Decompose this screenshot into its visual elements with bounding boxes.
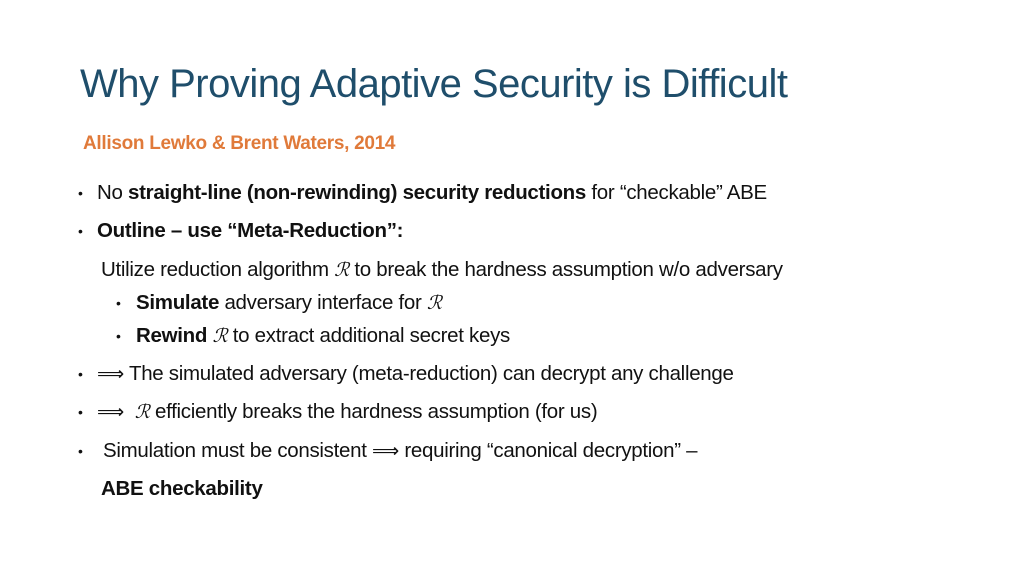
bullet-text: for “checkable” ABE: [586, 181, 767, 204]
bullet-no-straight-line: [97, 180, 767, 206]
bullet-text-bold: Rewind: [136, 324, 208, 347]
bullet-text: adversary interface for: [219, 291, 427, 314]
reduction-symbol: ℛ: [212, 325, 228, 347]
bullet-text: No: [97, 181, 129, 204]
sub-bullet-marker: •: [116, 328, 121, 344]
reduction-symbol: ℛ: [334, 259, 350, 281]
bullet-marker: •: [78, 366, 83, 382]
bullet-text-bold: ABE checkability: [101, 477, 263, 500]
bullet-simulated-adversary: [97, 361, 734, 387]
implies-arrow-icon: ⟹: [97, 401, 124, 423]
slide-subtitle-authors: Allison Lewko & Brent Waters, 2014: [83, 133, 396, 154]
bullet-text: to extract additional secret keys: [227, 324, 510, 347]
outline-description: [101, 257, 783, 283]
implies-arrow-icon: ⟹: [97, 363, 124, 385]
bullet-outline: [97, 218, 403, 244]
bullet-text: to break the hardness assumption w/o adversary: [349, 258, 783, 281]
bullet-r-breaks-assumption: [97, 399, 597, 425]
bullet-text: requiring “canonical decryption” –: [398, 439, 698, 462]
bullet-marker: •: [78, 223, 83, 239]
bullet-text-bold: Outline – use “Meta-Reduction”:: [97, 219, 404, 242]
bullet-text: The simulated adversary (meta-reduction) can decrypt any challenge: [123, 362, 734, 385]
bullet-simulation-consistent: [103, 438, 697, 464]
reduction-symbol: ℛ: [426, 292, 442, 314]
abe-checkability: [101, 476, 263, 502]
sub-bullet-marker: •: [116, 295, 121, 311]
sub-bullet-simulate: [136, 290, 442, 316]
bullet-marker: •: [78, 185, 83, 201]
bullet-marker: •: [78, 443, 83, 459]
bullet-text: Simulation must be consistent: [103, 439, 373, 462]
bullet-text: efficiently breaks the hardness assumption (for us): [149, 400, 598, 423]
sub-bullet-rewind: [136, 323, 510, 349]
bullet-marker: •: [78, 404, 83, 420]
bullet-text-bold: straight-line (non-rewinding) security reductions: [128, 181, 586, 204]
bullet-text: Utilize reduction algorithm: [101, 258, 335, 281]
slide-title: Why Proving Adaptive Security is Difficult: [80, 62, 788, 106]
bullet-text-bold: Simulate: [136, 291, 220, 314]
implies-arrow-icon: ⟹: [372, 440, 399, 462]
reduction-symbol: ℛ: [134, 401, 150, 423]
